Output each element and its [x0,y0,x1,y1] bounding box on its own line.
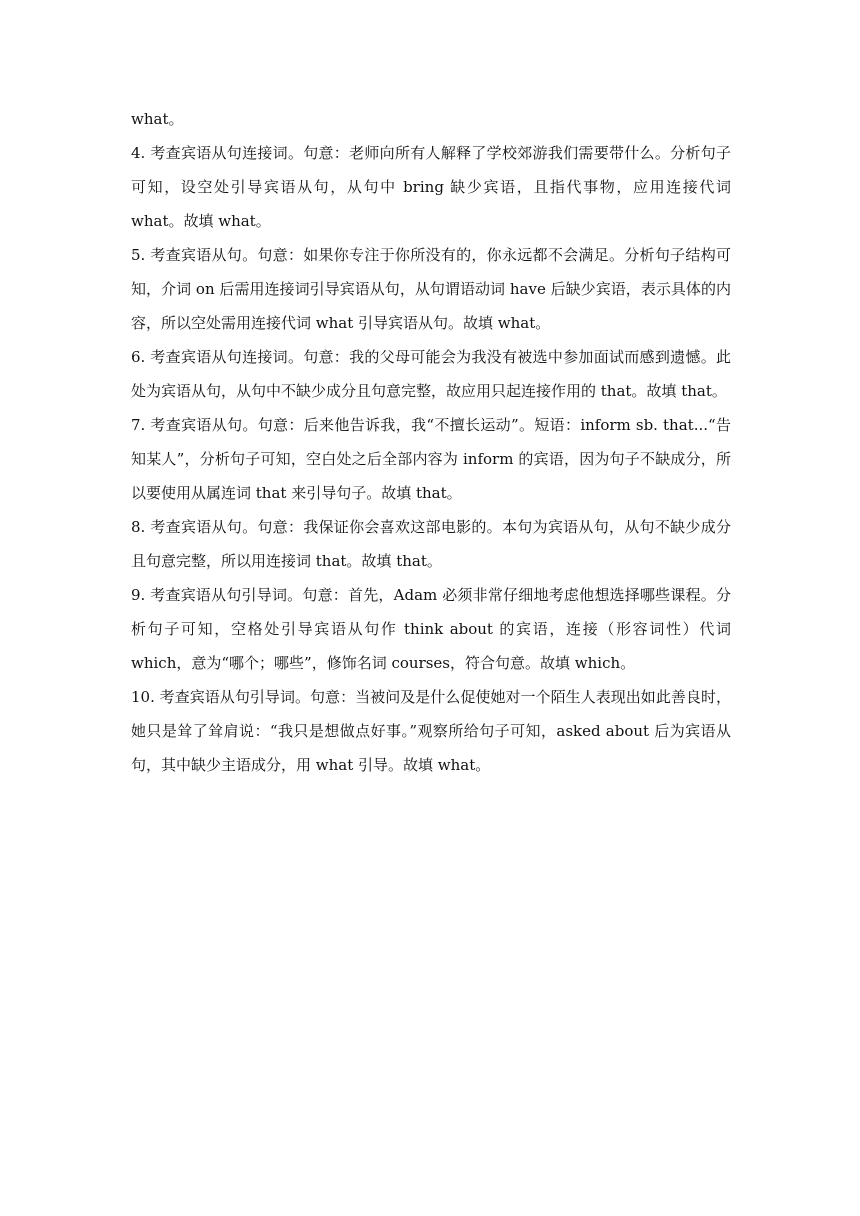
explanation-item-4: 4. 考查宾语从句连接词。句意：老师向所有人解释了学校郊游我们需要带什么。分析句子可知，设空处引导宾语从句，从句中 bring 缺少宾语，且指代事物，应用连接代词 what。故填 what。 [131,144,731,230]
explanation-item-10: 10. 考查宾语从句引导词。句意：当被问及是什么促使她对一个陌生人表现出如此善良时，她只是耸了耸肩说：“我只是想做点好事。”观察所给句子可知，asked about 后为宾语从句，其中缺少主语成分，用 what 引导。故填 what。 [131,688,731,774]
explanation-item-7: 7. 考查宾语从句。句意：后来他告诉我，我“不擅长运动”。短语：inform sb. that...“告知某人”，分析句子可知，空白处之后全部内容为 inform 的宾语，因为句子不缺成分，所以要使用从属连词 that 来引导句子。故填 that。 [131,416,731,502]
answer-explanations [131,102,731,782]
explanation-item-9: 9. 考查宾语从句引导词。句意：首先，Adam 必须非常仔细地考虑他想选择哪些课程。分析句子可知，空格处引导宾语从句作 think about 的宾语，连接（形容词性）代词 which，意为“哪个；哪些”，修饰名词 courses，符合句意。故填 which。 [131,586,731,672]
explanation-item-5: 5. 考查宾语从句。句意：如果你专注于你所没有的，你永远都不会满足。分析句子结构可知，介词 on 后需用连接词引导宾语从句，从句谓语动词 have 后缺少宾语，表示具体的内容，所以空处需用连接代词 what 引导宾语从句。故填 what。 [131,246,731,332]
explanation-item-6: 6. 考查宾语从句连接词。句意：我的父母可能会为我没有被选中参加面试而感到遗憾。此处为宾语从句，从句中不缺少成分且句意完整，故应用只起连接作用的 that。故填 that。 [131,348,731,400]
explanation-item-8: 8. 考查宾语从句。句意：我保证你会喜欢这部电影的。本句为宾语从句，从句不缺少成分且句意完整，所以用连接词 that。故填 that。 [131,518,731,570]
paragraph-continuation: what。 [131,110,184,128]
